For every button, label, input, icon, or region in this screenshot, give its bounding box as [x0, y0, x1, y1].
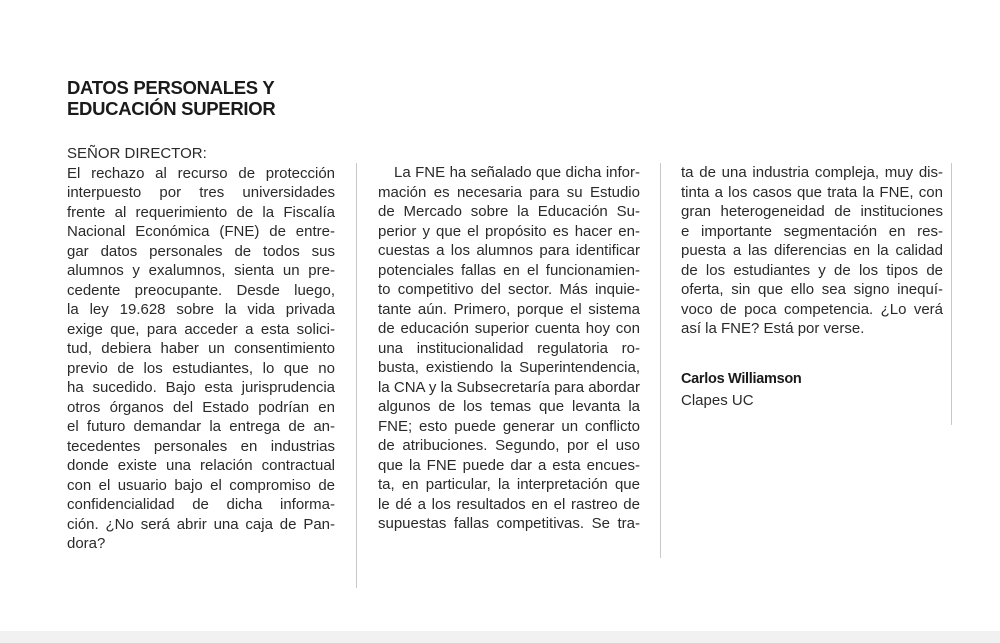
text-line: que la FNE puede dar a esta encues-: [378, 456, 640, 474]
text-line: le dé a los resultados en el rastreo de: [378, 495, 640, 513]
text-line: tecedentes personales en industrias: [67, 437, 335, 455]
text-line: mación es necesaria para su Estudio: [378, 183, 640, 201]
text-line: oferta, sin que ello sea signo inequí-: [681, 281, 943, 298]
text-line: el futuro demandar la entrega de an-: [67, 418, 335, 435]
headline-line-2: EDUCACIÓN SUPERIOR: [67, 98, 276, 119]
text-line: donde existe una relación contractual: [67, 457, 335, 474]
text-line: frente al requerimiento de la Fiscalía: [67, 203, 335, 221]
text-line: confidencialidad de dicha informa-: [67, 496, 335, 513]
text-line: e importante segmentación en res-: [681, 222, 943, 240]
text-line: voco de poca competencia. ¿Lo verá: [681, 300, 943, 318]
text-line: cedente preocupante. Desde luego,: [67, 281, 335, 299]
text-line: gar datos personales de todos sus: [67, 242, 335, 260]
text-line: ta, en particular, la interpretación que: [378, 476, 640, 493]
text-line: previo de los estudiantes, lo que no: [67, 359, 335, 377]
text-line: La FNE ha señalado que dicha infor-: [394, 164, 640, 181]
page-edge: [0, 631, 1000, 643]
text-line: exige que, para acceder a esta solici-: [67, 320, 335, 338]
text-line: supuestas fallas competitivas. Se tra-: [378, 515, 640, 532]
text-line: FNE; esto puede generar un conflicto: [378, 417, 640, 435]
text-line: de atribuciones. Segundo, por el uso: [378, 437, 640, 454]
body-column-2: [378, 163, 640, 534]
text-line: la ley 19.628 sobre la vida privada: [67, 301, 335, 318]
author-name: Carlos Williamson: [681, 371, 802, 387]
text-line: así la FNE? Está por verse.: [681, 320, 865, 337]
text-line: interpuesto por tres universidades: [67, 184, 335, 201]
text-line: to competitivo del sector. Más inquie-: [378, 281, 640, 298]
text-line: de los estudiantes y de los tipos de: [681, 261, 943, 279]
column-divider: [356, 163, 357, 588]
text-line: con el usuario bajo el compromiso de: [67, 476, 335, 494]
text-line: ción. ¿No será abrir una caja de Pan-: [67, 515, 335, 533]
text-line: El rechazo al recurso de protección: [67, 164, 335, 182]
text-line: dora?: [67, 535, 106, 552]
text-line: puesta a las diferencias en la calidad: [681, 242, 943, 259]
column-divider: [951, 163, 952, 425]
text-line: una institucionalidad regulatoria ro-: [378, 339, 640, 357]
author-affiliation: Clapes UC: [681, 392, 754, 409]
text-line: ta de una industria compleja, muy dis-: [681, 164, 943, 181]
text-line: Nacional Económica (FNE) de entre-: [67, 223, 335, 240]
text-line: otros órganos del Estado podrían en: [67, 398, 335, 416]
text-line: algunos de los temas que levanta la: [378, 398, 640, 415]
headline-line-1: DATOS PERSONALES Y: [67, 77, 275, 98]
letter-headline: [67, 77, 275, 119]
text-line: cuestas a los alumnos para identificar: [378, 242, 640, 259]
text-line: perior y que el propósito es hacer en-: [378, 222, 640, 240]
text-line: gran heterogeneidad de instituciones: [681, 203, 943, 220]
text-line: de educación superior cuenta hoy con: [378, 320, 640, 337]
text-line: busta, existiendo la Superintendencia,: [378, 359, 640, 376]
text-line: tinta a los casos que trata la FNE, con: [681, 183, 943, 201]
text-line: de Mercado sobre la Educación Su-: [378, 203, 640, 220]
text-line: potenciales fallas en el funcionamien-: [378, 261, 640, 279]
text-line: alumnos y exalumnos, sienta un pre-: [67, 262, 335, 279]
salutation: SEÑOR DIRECTOR:: [67, 145, 207, 162]
body-column-1: [67, 144, 335, 554]
body-column-3: [681, 163, 943, 339]
column-divider: [660, 163, 661, 558]
text-line: tante aún. Primero, porque el sistema: [378, 300, 640, 318]
text-line: tud, debiera haber un consentimiento: [67, 340, 335, 357]
text-line: ha sucedido. Bajo esta jurisprudencia: [67, 379, 335, 396]
text-line: la CNA y la Subsecretaría para abordar: [378, 378, 640, 396]
